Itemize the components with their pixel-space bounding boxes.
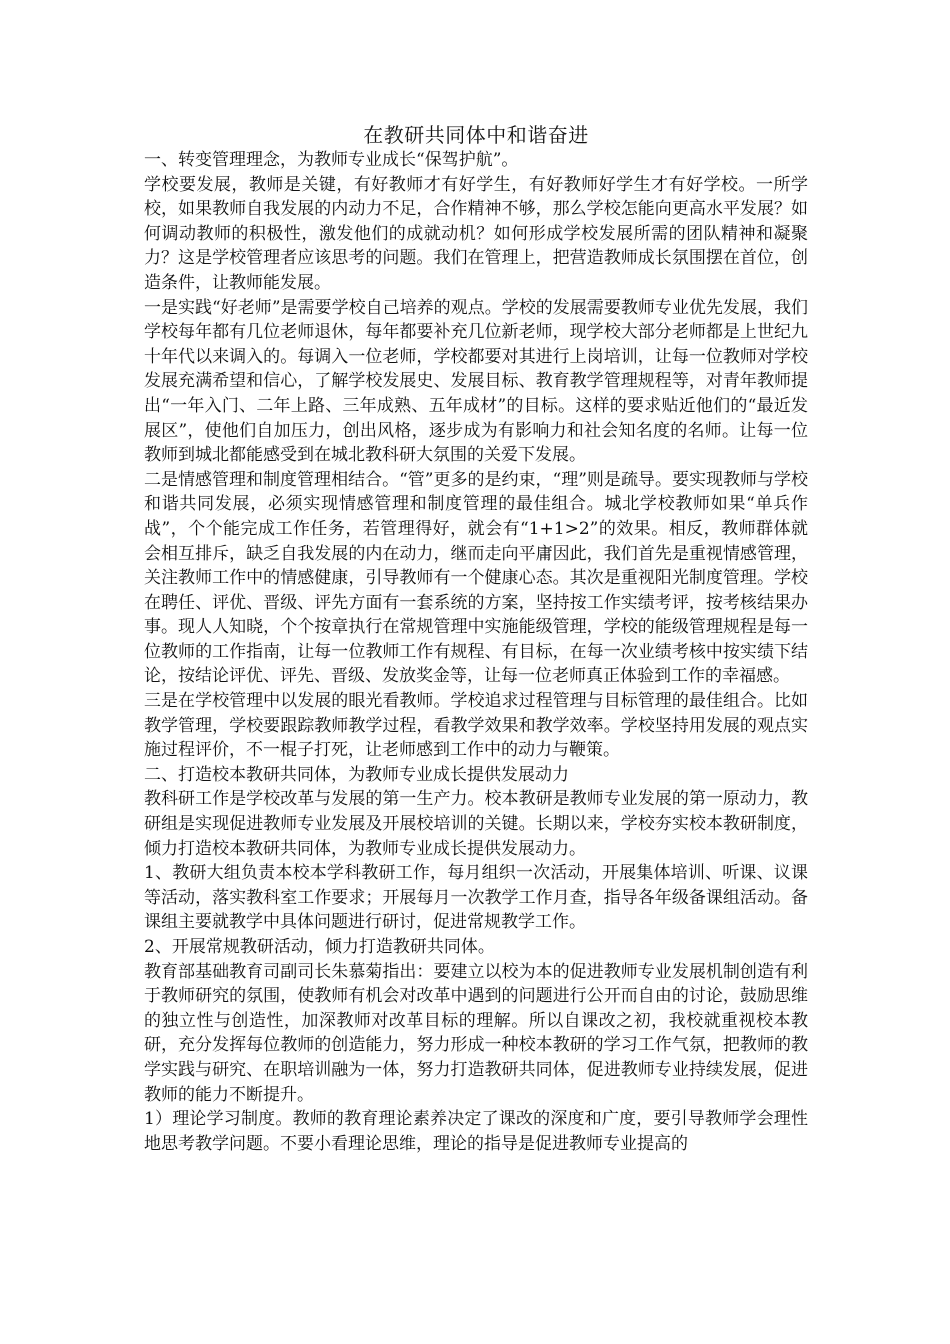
section-heading-2: 二、打造校本教研共同体，为教师专业成长提供发展动力	[144, 764, 569, 785]
document-title: 在教研共同体中和谐奋进	[363, 123, 589, 147]
paragraph: 教科研工作是学校改革与发展的第一生产力。校本教研是教师专业发展的第一原动力，教研组是实现促进教师专业发展及开展校培训的关键。长期以来，学校夯实校本教研制度，倾力打造校本教研共同体，为教师专业成长提供发展动力。	[144, 789, 808, 859]
paragraph: 一是实践“好老师”是需要学校自己培养的观点。学校的发展需要教师专业优先发展，我们学校每年都有几位老师退休，每年都要补充几位新老师，现学校大部分老师都是上世纪九十年代以来调入的。每调入一位老师，学校都要对其进行上岗培训，让每一位教师对学校发展充满希望和信心，了解学校发展史、发展目标、教育教学管理规程等，对青年教师提出“一年入门、二年上路、三年成熟、五年成材”的目标。这样的要求贴近他们的“最近发展区”，使他们自加压力，创出风格，逐步成为有影响力和社会知名度的名师。让每一位教师到城北都能感受到在城北教科研大氛围的关爱下发展。	[144, 297, 808, 466]
paragraph: 2、开展常规教研活动，倾力打造教研共同体。	[144, 937, 495, 957]
paragraph: 学校要发展，教师是关键，有好教师才有好学生，有好教师好学生才有好学校。一所学校，如果教师自我发展的内动力不足，合作精神不够，那么学校怎能向更高水平发展？如何调动教师的积极性，激发他们的成就动机？如何形成学校发展所需的团队精神和凝聚力？这是学校管理者应该思考的问题。我们在管理上，把营造教师成长氛围摆在首位，创造条件，让教师能发展。	[144, 174, 808, 293]
paragraph: 三是在学校管理中以发展的眼光看教师。学校追求过程管理与目标管理的最佳组合。比如教学管理，学校要跟踪教师教学过程，看教学效果和教学效率。学校坚持用发展的观点实施过程评价，不一棍子打死，让老师感到工作中的动力与鞭策。	[144, 691, 808, 761]
paragraph: 1）理论学习制度。教师的教育理论素养决定了课改的深度和广度，要引导教师学会理性地思考教学问题。不要小看理论思维，理论的指导是促进教师专业提高的	[144, 1109, 808, 1154]
document-body	[144, 122, 808, 1156]
paragraph: 二是情感管理和制度管理相结合。“管”更多的是约束，“理”则是疏导。要实现教师与学校和谐共同发展，必须实现情感管理和制度管理的最佳组合。城北学校教师如果“单兵作战”，个个能完成工作任务，若管理得好，就会有“1+1>2”的效果。相反，教师群体就会相互排斥，缺乏自我发展的内在动力，继而走向平庸因此，我们首先是重视情感管理，关注教师工作中的情感健康，引导教师有一个健康心态。其次是重视阳光制度管理。学校在聘任、评优、晋级、评先方面有一套系统的方案，坚持按工作实绩考评，按考核结果办事。现人人知晓，个个按章执行在常规管理中实施能级管理，学校的能级管理规程是每一位教师的工作指南，让每一位教师工作有规程、有目标，在每一次业绩考核中按实绩下结论，按结论评优、评先、晋级、发放奖金等，让每一位老师真正体验到工作的幸福感。	[144, 469, 808, 687]
paragraph: 1、教研大组负责本校本学科教研工作，每月组织一次活动，开展集体培训、听课、议课等活动，落实教科室工作要求；开展每月一次教学工作月查，指导各年级备课组活动。备课组主要就教学中具体问题进行研讨，促进常规教学工作。	[144, 863, 808, 933]
section-heading-1: 一、转变管理理念，为教师专业成长“保驾护航”。	[144, 150, 519, 170]
paragraph: 教育部基础教育司副司长朱慕菊指出：要建立以校为本的促进教师专业发展机制创造有利于教师研究的氛围，使教师有机会对改革中遇到的问题进行公开而自由的讨论，鼓励思维的独立性与创造性，加深教师对改革目标的理解。所以自课改之初，我校就重视校本教研，充分发挥每位教师的创造能力，努力形成一种校本教研的学习工作气氛，把教师的教学实践与研究、在职培训融为一体，努力打造教研共同体，促进教师专业持续发展，促进教师的能力不断提升。	[144, 961, 808, 1105]
